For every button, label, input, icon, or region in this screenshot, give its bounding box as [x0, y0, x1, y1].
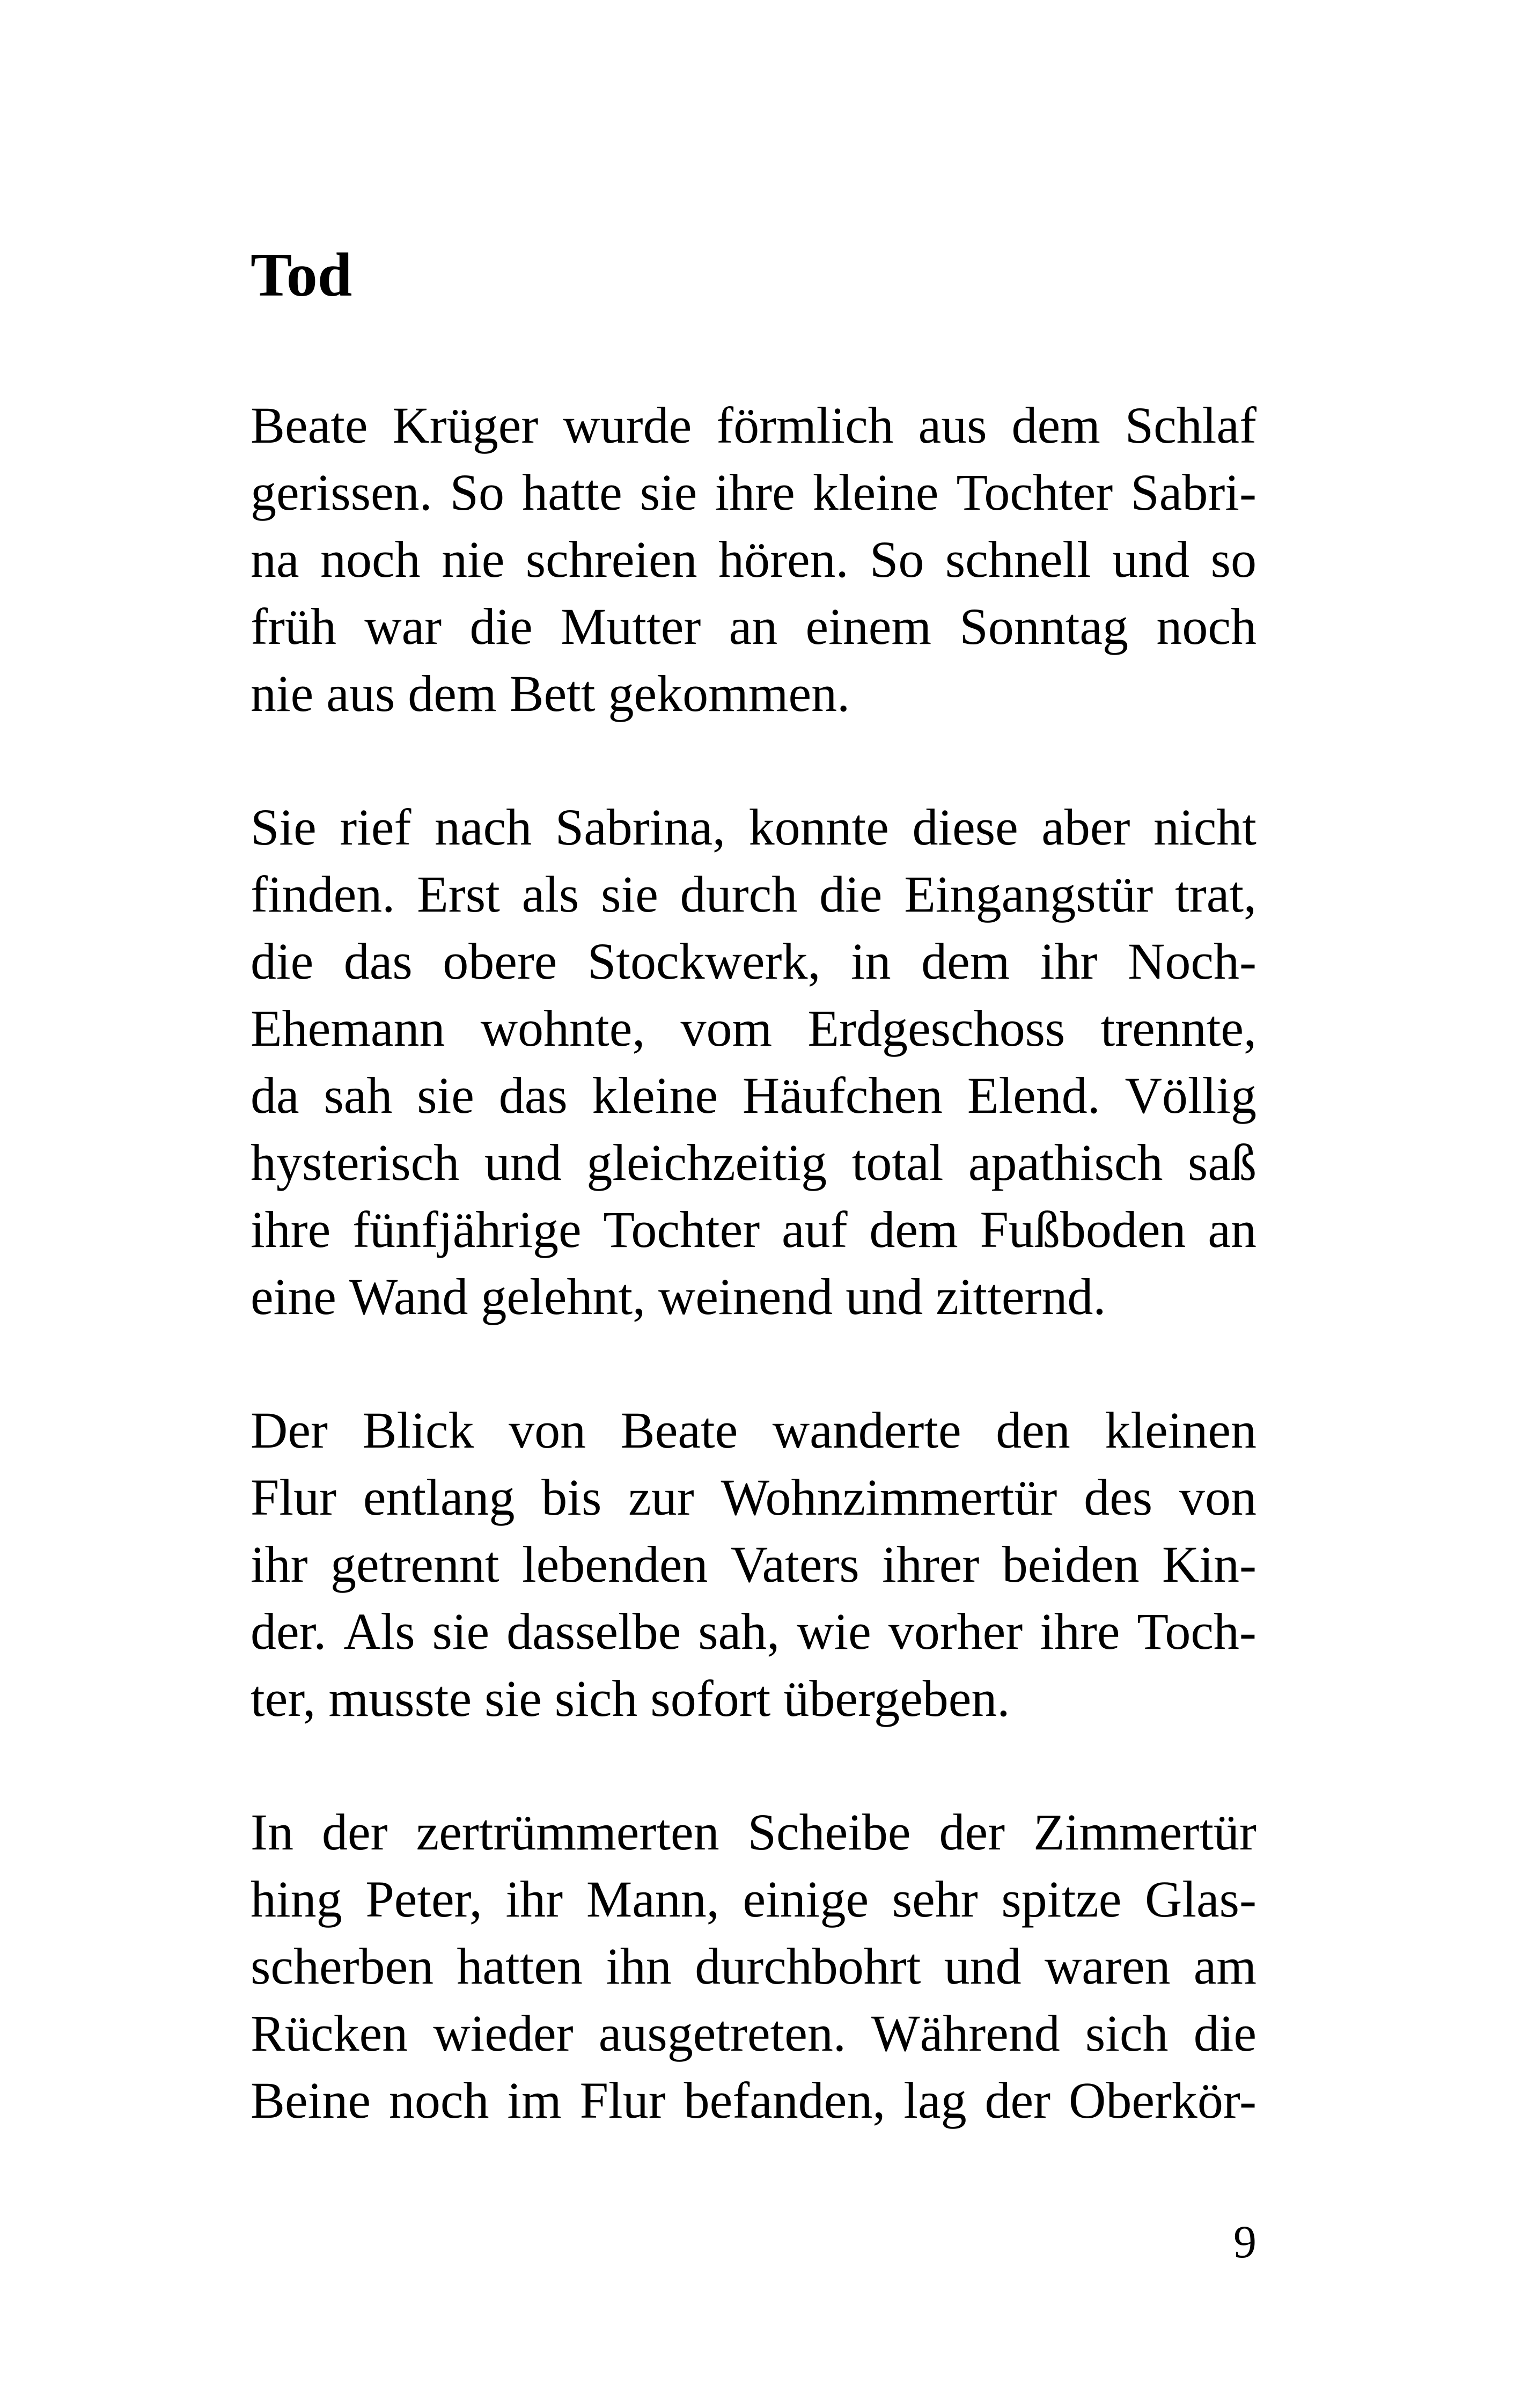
text-line: früh war die Mutter an einem Sonntag noch: [251, 598, 1257, 655]
paragraph: [251, 1397, 1257, 1732]
text-line: In der zertrümmerten Scheibe der Zimmertür: [251, 1803, 1257, 1861]
paragraph: [251, 392, 1257, 727]
text-line: Flur entlang bis zur Wohnzimmertür des von: [251, 1469, 1257, 1526]
text-line: na noch nie schreien hören. So schnell und so: [251, 531, 1257, 588]
paragraph: [251, 794, 1257, 1330]
text-line: ihre fünfjährige Tochter auf dem Fußboden an: [251, 1201, 1257, 1258]
text-line: da sah sie das kleine Häufchen Elend. Völlig: [251, 1067, 1257, 1124]
paragraph: [251, 1798, 1257, 2134]
paragraph-gap: [251, 1732, 1257, 1798]
text-line: ihr getrennt lebenden Vaters ihrer beiden Kin-: [251, 1536, 1257, 1593]
text-line: Beate Krüger wurde förmlich aus dem Schlaf: [251, 397, 1257, 454]
text-line: eine Wand gelehnt, weinend und zitternd.: [251, 1268, 1106, 1325]
text-line: gerissen. So hatte sie ihre kleine Tochter Sabri-: [251, 464, 1257, 521]
text-line: Der Blick von Beate wanderte den kleinen: [251, 1401, 1257, 1459]
paragraph-gap: [251, 727, 1257, 794]
text-line: hysterisch und gleichzeitig total apathisch saß: [251, 1134, 1257, 1191]
text-line: Sie rief nach Sabrina, konnte diese aber nicht: [251, 798, 1257, 856]
text-line: scherben hatten ihn durchbohrt und waren am: [251, 1937, 1257, 1995]
chapter-body: [251, 392, 1257, 2134]
chapter-title: Tod: [251, 241, 352, 310]
paragraph-gap: [251, 1330, 1257, 1397]
text-line: finden. Erst als sie durch die Eingangstür trat,: [251, 865, 1257, 923]
text-line: ter, musste sie sich sofort übergeben.: [251, 1670, 1010, 1727]
text-line: Ehemann wohnte, vom Erdgeschoss trennte,: [251, 1000, 1257, 1057]
text-line: Beine noch im Flur befanden, lag der Oberkör-: [251, 2072, 1257, 2129]
text-line: die das obere Stockwerk, in dem ihr Noch-: [251, 933, 1257, 990]
text-line: der. Als sie dasselbe sah, wie vorher ihre Toch-: [251, 1603, 1257, 1660]
text-line: nie aus dem Bett gekommen.: [251, 665, 850, 722]
text-line: Rücken wieder ausgetreten. Während sich die: [251, 2005, 1257, 2062]
page-number: 9: [1233, 2216, 1257, 2267]
text-line: hing Peter, ihr Mann, einige sehr spitze Glas-: [251, 1870, 1257, 1928]
